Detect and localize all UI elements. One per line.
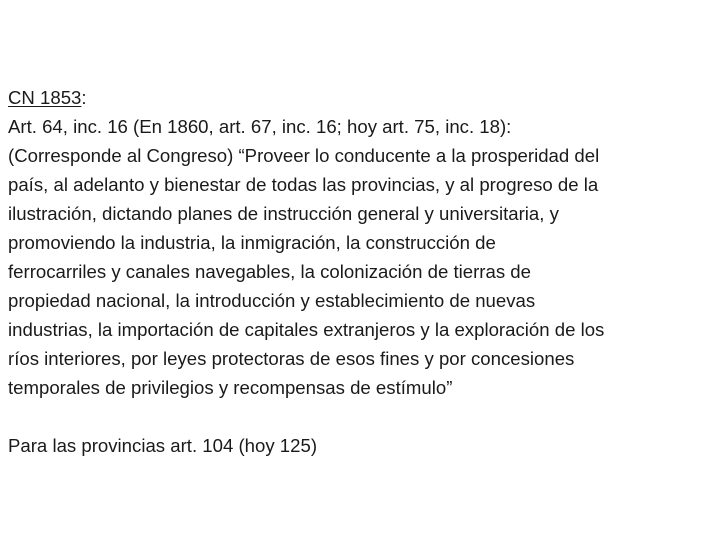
document-slide [8,83,716,460]
paragraph-spacer [8,402,716,431]
article-line-7: propiedad nacional, la introducción y establecimiento de nuevas [8,290,536,311]
article-line-3: país, al adelanto y bienestar de todas las provincias, y al progreso de la [8,174,599,195]
article-line-6: ferrocarriles y canales navegables, la colonización de tierras de [8,261,531,282]
heading-suffix: : [81,87,87,108]
heading-title: CN 1853 [8,87,82,108]
article-line-8: industrias, la importación de capitales extranjeros y la exploración de los [8,319,605,340]
article-line-9: ríos interiores, por leyes protectoras de esos fines y por concesiones [8,348,575,369]
heading-line [8,83,716,112]
article-text-block [8,83,716,460]
article-line-4: ilustración, dictando planes de instrucción general y universitaria, y [8,203,559,224]
article-line-2: (Corresponde al Congreso) “Proveer lo conducente a la prosperidad del [8,145,600,166]
article-line-1: Art. 64, inc. 16 (En 1860, art. 67, inc. 16; hoy art. 75, inc. 18): [8,116,512,137]
article-line-10: temporales de privilegios y recompensas de estímulo” [8,377,453,398]
footer-note: Para las provincias art. 104 (hoy 125) [8,435,318,456]
article-line-5: promoviendo la industria, la inmigración, la construcción de [8,232,496,253]
